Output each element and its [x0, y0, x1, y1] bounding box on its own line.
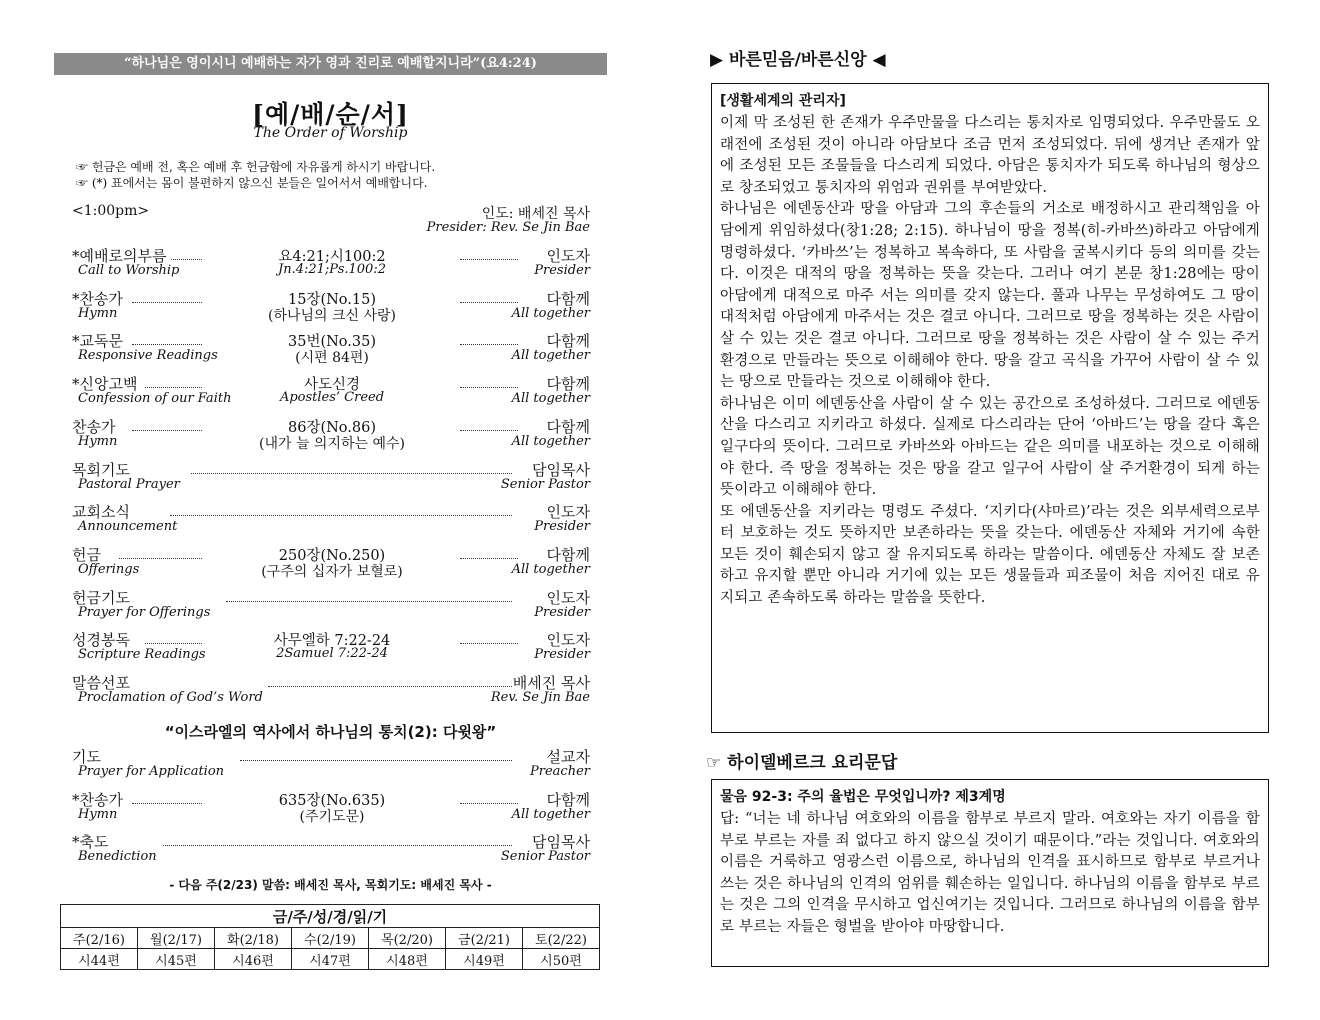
leader-dots	[132, 344, 202, 345]
order-item	[72, 501, 590, 545]
order-item-leader-ko: 담임목사	[532, 460, 590, 479]
order-item-leader-en: Presider	[534, 604, 590, 620]
order-item-title-ko: 교회소식	[72, 503, 130, 522]
offering-note: ☞ 헌금은 예배 전, 혹은 예배 후 헌금함에 자유롭게 하시기 바랍니다.	[76, 160, 436, 174]
reading-day: 화(2/18)	[215, 928, 292, 949]
leader-dots	[268, 686, 512, 687]
order-item-title-en: Scripture Readings	[78, 647, 206, 663]
order-item-detail: 사도신경	[303, 377, 361, 394]
order-item-title-ko: 기도	[72, 748, 101, 766]
order-item-title-en: Pastoral Prayer	[78, 476, 180, 492]
order-item-leader-en: All together	[511, 433, 590, 449]
order-item	[72, 789, 590, 833]
order-item-leader-ko: 다함께	[546, 289, 590, 308]
leader-dots	[132, 430, 202, 431]
catechism-answer: 답: “너는 네 하나님 여호와의 이름을 함부로 부르지 말라. 여호와는 자기 이름을 함부로 부르는 자를 죄 없다고 하지 않으실 것이기 때문이다.”라는 것입니다. 여호와의 이름은 거룩하고 영광스런 이름으로, 하나님의 인격을 표시하므로 함부로 부르거나 쓰는 것은 하나님의 인격의 엄위를 훼손하는 일입니다. 하나님의 이름을 함부로 부르는 것은 그의 인격을 무시하고 업신여기는 것입니다. 그러므로 하나님의 이름을 함부로 부르는 자들은 형벌을 받아야 마땅합니다.	[720, 811, 1260, 935]
order-item-detail-sub: (주기도문)	[299, 808, 365, 825]
reading-psalm: 시50편	[523, 949, 600, 970]
order-item-detail-sub: (시편 84편)	[295, 350, 369, 367]
leader-dots	[145, 387, 202, 388]
order-item-leader-ko: 다함께	[546, 332, 590, 351]
leader-dots	[460, 259, 518, 260]
leader-dots	[460, 344, 518, 345]
leader-dots	[226, 601, 512, 602]
catechism-question: 물음 92-3: 주의 율법은 무엇입니까? 제3계명	[720, 789, 1006, 805]
reading-psalm: 시47편	[292, 949, 369, 970]
service-time: <1:00pm>	[72, 203, 150, 219]
order-item	[72, 459, 590, 503]
order-item-leader-en: All together	[511, 305, 590, 321]
order-item-detail-sub: (하나님의 크신 사랑)	[267, 307, 397, 324]
order-item	[72, 629, 590, 673]
reading-psalm: 시48편	[369, 949, 446, 970]
order-item-leader-ko: 담임목사	[532, 833, 590, 851]
order-item-detail-sub: (내가 늘 의지하는 예수)	[259, 435, 405, 452]
order-item-leader-en: All together	[511, 561, 590, 577]
order-item-title-en: Hymn	[78, 305, 118, 321]
reading-title: 금/주/성/경/읽/기	[61, 905, 600, 928]
order-item	[72, 587, 590, 631]
order-item-detail: 사무엘하 7:22-24	[273, 633, 391, 650]
page-subtitle: The Order of Worship	[253, 125, 408, 141]
order-item-title-en: Responsive Readings	[78, 348, 218, 364]
order-item-title-en: Prayer for Offerings	[78, 604, 211, 620]
section-heidelberg-title: ☞ 하이델베르크 요리문답	[706, 753, 898, 773]
order-item-leader-ko: 다함께	[546, 545, 590, 564]
leader-dots	[163, 845, 512, 846]
order-item-leader-ko: 설교자	[546, 748, 590, 766]
article-heading: [생활세계의 관리자]	[720, 93, 846, 109]
reading-psalm: 시49편	[446, 949, 523, 970]
reading-psalm: 시45편	[138, 949, 215, 970]
order-item-detail-sub: 2Samuel 7:22-24	[276, 646, 388, 662]
leader-dots	[171, 259, 202, 260]
reading-day: 금(2/21)	[446, 928, 523, 949]
leader-dots	[460, 558, 518, 559]
order-item-leader-ko: 인도자	[546, 588, 590, 607]
leader-dots	[460, 387, 518, 388]
leader-dots	[132, 803, 202, 804]
order-item-title-en: Call to Worship	[78, 263, 180, 278]
order-item-title-en: Hymn	[78, 433, 118, 449]
order-item-title-ko: 헌금기도	[72, 588, 130, 607]
order-item	[72, 373, 590, 417]
presider-ko: 인도: 배세진 목사	[481, 206, 590, 222]
leader-dots	[145, 643, 202, 644]
order-item	[72, 245, 590, 289]
article-paragraph: 이제 막 조성된 한 존재가 우주만물을 다스리는 통치자로 임명되었다. 우주만물도 오래전에 조성된 것이 아니라 아담보다 조금 먼저 조성되었다. 뒤에 생겨난 존재가 앞에 조성된 모든 조물들을 다스리게 되었다. 아담은 통치자가 되도록 하나님의 형상으로 창조되었고 통치자의 위엄과 권위를 부여받았다.	[720, 115, 1260, 196]
order-item-title-en: Announcement	[78, 519, 178, 535]
presider-en: Presider: Rev. Se Jin Bae	[426, 220, 590, 235]
order-item-leader-en: Senior Pastor	[500, 849, 590, 864]
order-item-title-en: Offerings	[78, 561, 140, 577]
order-item-leader-ko: 인도자	[546, 503, 590, 522]
reading-day: 주(2/16)	[61, 928, 138, 949]
order-item-detail: 250장(No.250)	[278, 547, 386, 564]
article-paragraph: 하나님은 이미 에덴동산을 사람이 살 수 있는 공간으로 조성하셨다. 그러므로 에덴동산을 다스리고 지키라고 하셨다. 실제로 다스리라는 단어 ‘아바드’는 땅을 갈다 혹은 일구다의 뜻이다. 그러므로 카바쓰와 아바드는 같은 의미를 내포하는 것으로 이해해야 한다. 즉 땅을 정복하는 것은 땅을 갈고 일구어 사람이 살 주거환경이 되게 하는 뜻이라고 이해해야 한다.	[720, 395, 1260, 499]
order-item	[72, 672, 590, 716]
order-item-detail: 15장(No.15)	[288, 291, 376, 308]
order-item-leader-en: All together	[511, 806, 590, 822]
order-item-title-ko: *신앙고백	[72, 375, 138, 394]
leader-dots	[460, 803, 518, 804]
order-item-leader-en: Presider	[534, 263, 590, 278]
order-item-title-ko: 성경봉독	[72, 631, 130, 650]
order-item-leader-en: Rev. Se Jin Bae	[490, 690, 590, 705]
order-item-detail: 35번(No.35)	[288, 334, 376, 351]
order-item	[72, 831, 590, 875]
article-paragraph: 하나님은 에덴동산과 땅을 아담과 그의 후손들의 거소로 배정하시고 관리책임을 아담에게 위임하셨다(창1:28; 2:15). 하나님이 땅을 정복(히-카바쓰)하라고 아담에게 명령하셨다. ‘카바쓰’는 정복하고 복속하다, 또 사람을 굴복시키다 등의 의미를 갖는다. 이것은 대적의 땅을 정복하는 뜻을 갖는다. 그러나 여기 본문 창1:28에는 땅이 아담에게 대적으로 마주 서는 의미를 갖지 않는다. 풀과 나무는 무성하여도 그 땅이 대적처럼 아담에게 마주서는 것은 결코 아니다. 그러므로 땅을 정복하는 것은 사람이 살 수 있는 것은 결코 아니다. 그러므로 땅을 정복하는 것은 사람이 살 수 있는 주거환경으로 만들라는 뜻으로 이해해야 한다. 땅을 갈고 곡식을 가꾸어 사람이 살 수 있는 땅으로 만들라는 것으로 이해해야 한다.	[720, 201, 1260, 391]
order-item-title-en: Benediction	[78, 849, 157, 864]
reading-psalm: 시44편	[61, 949, 138, 970]
leader-dots	[119, 558, 202, 559]
order-item-leader-en: All together	[511, 348, 590, 364]
order-item-title-en: Confession of our Faith	[78, 391, 232, 407]
order-item-leader-en: Senior Pastor	[500, 476, 590, 492]
weekly-bible-reading-table	[60, 904, 600, 970]
standing-note: ☞ (*) 표에서는 몸이 불편하지 않으신 분들은 일어서서 예배합니다.	[76, 176, 428, 190]
order-item-title-en: Proclamation of God’s Word	[78, 690, 263, 705]
order-item-title-ko: *축도	[72, 833, 109, 851]
leader-dots	[460, 302, 518, 303]
order-item-title-ko: 말씀선포	[72, 674, 130, 692]
order-item-detail: 86장(No.86)	[288, 419, 376, 436]
page-title: [예/배/순/서]	[252, 100, 409, 129]
order-item	[72, 544, 590, 588]
article-body	[720, 113, 1260, 610]
next-week-notice: - 다음 주(2/23) 말씀: 배세진 목사, 목회기도: 배세진 목사 -	[169, 878, 492, 892]
sermon-title: “이스라엘의 역사에서 하나님의 통치(2): 다윗왕”	[164, 723, 497, 741]
order-item-detail-sub: Apostles’ Creed	[279, 390, 385, 406]
order-item-title-ko: 헌금	[72, 545, 101, 564]
reading-days-row	[61, 928, 600, 949]
order-item-title-ko: *찬송가	[72, 790, 123, 809]
order-item-leader-ko: 인도자	[546, 631, 590, 650]
order-item-title-en: Prayer for Application	[78, 764, 225, 779]
order-item-leader-en: Preacher	[530, 764, 590, 779]
order-item-leader-en: Presider	[534, 647, 590, 663]
order-item	[72, 330, 590, 374]
order-item-title-ko: *예배로의부름	[72, 247, 167, 265]
order-item-title-ko: *교독문	[72, 332, 123, 351]
order-item-detail-sub: Jn.4:21;Ps.100:2	[278, 262, 386, 277]
leader-dots	[240, 760, 512, 761]
order-item-leader-en: Presider	[534, 519, 590, 535]
order-item-leader-ko: 다함께	[546, 790, 590, 809]
article-paragraph: 또 에덴동산을 지키라는 명령도 주셨다. ‘지키다(샤마르)’라는 것은 외부세력으로부터 보호하는 것도 뜻하지만 보존하라는 뜻을 갖는다. 에덴동산 자체와 거기에 속한 모든 것이 훼손되지 않고 잘 유지되도록 하라는 말씀이다. 에덴동산 자체도 잘 보존하고 유지할 뿐만 아니라 거기에 있는 모든 생물들과 피조물이 처음 지어진 대로 유지되고 존속하도록 하라는 말씀을 뜻한다.	[720, 503, 1260, 607]
leader-dots	[460, 430, 518, 431]
order-item	[72, 288, 590, 332]
leader-dots	[132, 302, 202, 303]
order-item-title-ko: 목회기도	[72, 460, 130, 479]
order-item-detail: 635장(No.635)	[278, 792, 386, 809]
order-item-leader-ko: 배세진 목사	[512, 674, 590, 692]
article-box	[711, 83, 1269, 733]
order-item	[72, 746, 590, 790]
reading-psalms-row	[61, 949, 600, 970]
reading-day: 목(2/20)	[369, 928, 446, 949]
order-item-leader-ko: 다함께	[546, 417, 590, 436]
order-item-title-ko: *찬송가	[72, 289, 123, 308]
scripture-banner: “하나님은 영이시니 예배하는 자가 영과 진리로 예배할지니라”(요4:24)	[54, 53, 607, 75]
order-item-detail-sub: (구주의 십자가 보혈로)	[261, 563, 403, 580]
section-right-belief-title: ▶ 바른믿음/바른신앙 ◀	[710, 50, 886, 70]
reading-day: 수(2/19)	[292, 928, 369, 949]
order-item-leader-ko: 인도자	[546, 247, 590, 265]
order-item-title-ko: 찬송가	[72, 417, 116, 436]
order-item-title-en: Hymn	[78, 806, 118, 822]
order-item	[72, 416, 590, 460]
order-item-detail: 요4:21;시100:2	[278, 249, 386, 265]
leader-dots	[460, 643, 518, 644]
order-item-leader-ko: 다함께	[546, 375, 590, 394]
leader-dots	[191, 473, 512, 474]
reading-day: 토(2/22)	[523, 928, 600, 949]
order-item-leader-en: All together	[511, 391, 590, 407]
catechism-box	[711, 779, 1269, 967]
leader-dots	[170, 515, 512, 516]
reading-psalm: 시46편	[215, 949, 292, 970]
reading-day: 월(2/17)	[138, 928, 215, 949]
